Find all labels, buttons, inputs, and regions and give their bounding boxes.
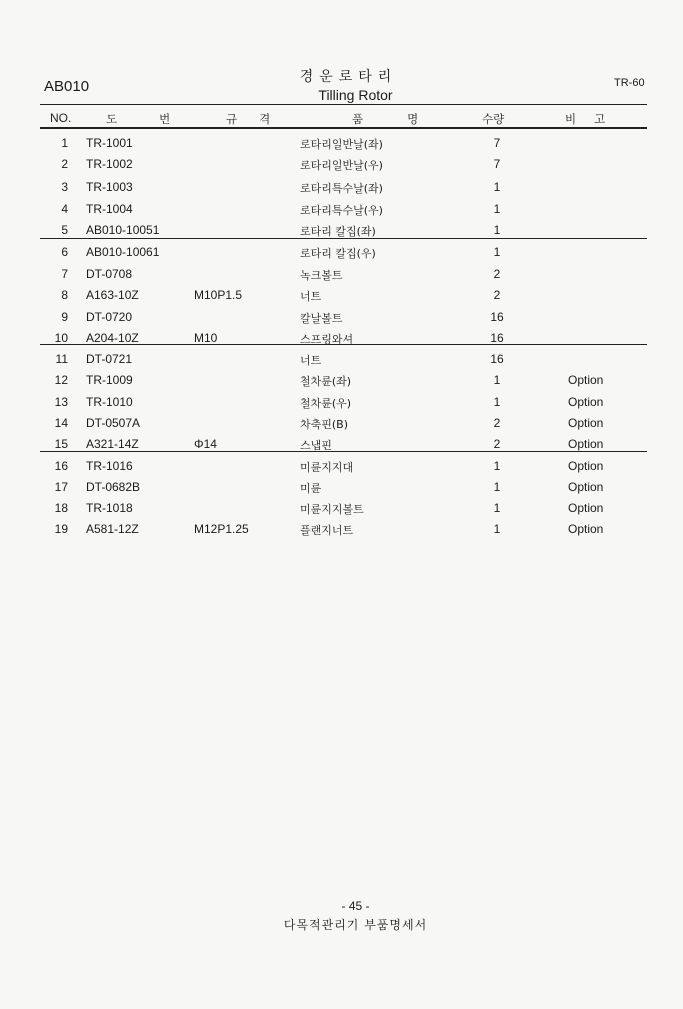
column-header-no: NO. xyxy=(50,111,72,125)
table-row xyxy=(0,416,683,436)
row-drawing-no: DT-0721 xyxy=(86,352,133,366)
page-title-english: Tilling Rotor xyxy=(318,87,393,103)
row-drawing-no: TR-1003 xyxy=(86,180,133,194)
row-qty: 1 xyxy=(493,245,501,259)
row-no: 13 xyxy=(54,395,68,409)
row-drawing-no: A204-10Z xyxy=(86,331,139,345)
row-name: 플랜지너트 xyxy=(300,524,354,537)
row-drawing-no: TR-1001 xyxy=(86,136,133,150)
model-code: AB010 xyxy=(44,78,90,95)
row-qty: 1 xyxy=(493,202,501,216)
row-name: 스냅핀 xyxy=(300,439,332,452)
row-drawing-no: AB010-10051 xyxy=(86,223,160,237)
row-spec: M10P1.5 xyxy=(194,288,243,302)
row-qty: 1 xyxy=(493,522,501,536)
row-name: 녹크볼트 xyxy=(300,269,343,282)
row-no: 15 xyxy=(54,437,68,451)
row-qty: 16 xyxy=(490,310,504,324)
table-row xyxy=(0,136,683,156)
row-no: 18 xyxy=(54,501,68,515)
row-no: 19 xyxy=(54,522,68,536)
row-name: 로타리 칼집(좌) xyxy=(300,225,376,238)
row-no: 2 xyxy=(61,157,68,171)
column-header-spec: 규격 xyxy=(226,112,293,126)
header-top-rule xyxy=(40,104,647,105)
row-drawing-no: DT-0720 xyxy=(86,310,133,324)
table-row xyxy=(0,522,683,542)
row-no: 5 xyxy=(61,223,68,237)
table-row xyxy=(0,395,683,415)
column-header-drawing-no: 도번 xyxy=(106,112,213,126)
page-code: TR-60 xyxy=(614,77,645,89)
row-drawing-no: TR-1010 xyxy=(86,395,133,409)
group-divider xyxy=(40,344,647,345)
row-remark: Option xyxy=(568,416,604,430)
row-drawing-no: AB010-10061 xyxy=(86,245,160,259)
table-row xyxy=(0,223,683,243)
row-drawing-no: DT-0708 xyxy=(86,267,133,281)
table-row xyxy=(0,373,683,393)
row-qty: 16 xyxy=(490,331,504,345)
row-name: 로타리일반날(우) xyxy=(300,159,383,172)
row-qty: 1 xyxy=(493,373,501,387)
row-qty: 1 xyxy=(493,501,501,515)
row-no: 6 xyxy=(61,245,68,259)
row-spec: M10 xyxy=(194,331,218,345)
row-name: 미륜지지볼트 xyxy=(300,503,364,516)
table-row xyxy=(0,157,683,177)
table-row xyxy=(0,480,683,500)
row-remark: Option xyxy=(568,501,604,515)
row-remark: Option xyxy=(568,522,604,536)
row-name: 철차륜(좌) xyxy=(300,375,352,388)
table-row xyxy=(0,437,683,457)
column-header-name: 품명 xyxy=(352,112,463,126)
row-spec: M12P1.25 xyxy=(194,522,249,536)
row-no: 17 xyxy=(54,480,68,494)
row-name: 로타리특수날(좌) xyxy=(300,182,383,195)
table-row xyxy=(0,310,683,330)
column-header-qty: 수량 xyxy=(482,112,505,126)
row-name: 철차륜(우) xyxy=(300,397,352,410)
row-no: 10 xyxy=(54,331,68,345)
page-title-korean: 경운로타리 xyxy=(299,69,398,85)
group-divider xyxy=(40,238,647,239)
row-no: 11 xyxy=(55,352,68,366)
table-row xyxy=(0,180,683,200)
row-qty: 16 xyxy=(490,352,504,366)
row-qty: 2 xyxy=(493,437,501,451)
row-qty: 1 xyxy=(493,223,501,237)
row-no: 3 xyxy=(61,180,68,194)
table-row xyxy=(0,352,683,372)
row-drawing-no: A581-12Z xyxy=(86,522,139,536)
row-qty: 2 xyxy=(493,288,501,302)
row-no: 4 xyxy=(61,202,68,216)
row-no: 7 xyxy=(61,267,68,281)
row-drawing-no: TR-1009 xyxy=(86,373,133,387)
row-drawing-no: A163-10Z xyxy=(86,288,139,302)
row-qty: 1 xyxy=(493,180,501,194)
row-name: 너트 xyxy=(300,290,322,303)
row-name: 로타리일반날(좌) xyxy=(300,138,383,151)
row-name: 미륜 xyxy=(300,482,322,495)
row-drawing-no: TR-1016 xyxy=(86,459,133,473)
row-no: 12 xyxy=(54,373,68,387)
row-remark: Option xyxy=(568,480,604,494)
table-row xyxy=(0,202,683,222)
row-drawing-no: DT-0507A xyxy=(86,416,141,430)
row-no: 16 xyxy=(54,459,68,473)
row-drawing-no: DT-0682B xyxy=(86,480,141,494)
row-no: 14 xyxy=(54,416,68,430)
row-drawing-no: TR-1002 xyxy=(86,157,133,171)
row-name: 로타리특수날(우) xyxy=(300,204,383,217)
row-qty: 1 xyxy=(493,395,501,409)
row-qty: 2 xyxy=(493,416,501,430)
row-remark: Option xyxy=(568,395,604,409)
row-name: 차축핀(B) xyxy=(300,418,349,431)
table-row xyxy=(0,459,683,479)
row-remark: Option xyxy=(568,437,604,451)
row-no: 1 xyxy=(61,136,68,150)
table-row xyxy=(0,501,683,521)
page-number: - 45 - xyxy=(341,899,370,913)
row-qty: 7 xyxy=(493,136,501,150)
row-drawing-no: TR-1018 xyxy=(86,501,133,515)
row-spec: Φ14 xyxy=(194,437,217,451)
row-name: 너트 xyxy=(300,354,322,367)
row-name: 미륜지지대 xyxy=(300,461,354,474)
row-qty: 2 xyxy=(493,267,501,281)
row-drawing-no: TR-1004 xyxy=(86,202,133,216)
group-divider xyxy=(40,451,647,452)
table-row xyxy=(0,267,683,287)
row-no: 8 xyxy=(61,288,68,302)
table-row xyxy=(0,288,683,308)
table-row xyxy=(0,331,683,351)
column-header-remark: 비고 xyxy=(565,112,624,126)
row-remark: Option xyxy=(568,459,604,473)
row-name: 칼날볼트 xyxy=(300,312,343,325)
row-qty: 1 xyxy=(493,480,501,494)
row-name: 스프링와셔 xyxy=(300,333,354,346)
row-qty: 7 xyxy=(493,157,501,171)
row-drawing-no: A321-14Z xyxy=(86,437,139,451)
row-remark: Option xyxy=(568,373,604,387)
row-name: 로타리 칼집(우) xyxy=(300,247,376,260)
table-row xyxy=(0,245,683,265)
row-no: 9 xyxy=(61,310,68,324)
header-bottom-rule xyxy=(40,127,647,129)
document-title: 다목적관리기 부품명세서 xyxy=(283,918,428,932)
row-qty: 1 xyxy=(493,459,501,473)
